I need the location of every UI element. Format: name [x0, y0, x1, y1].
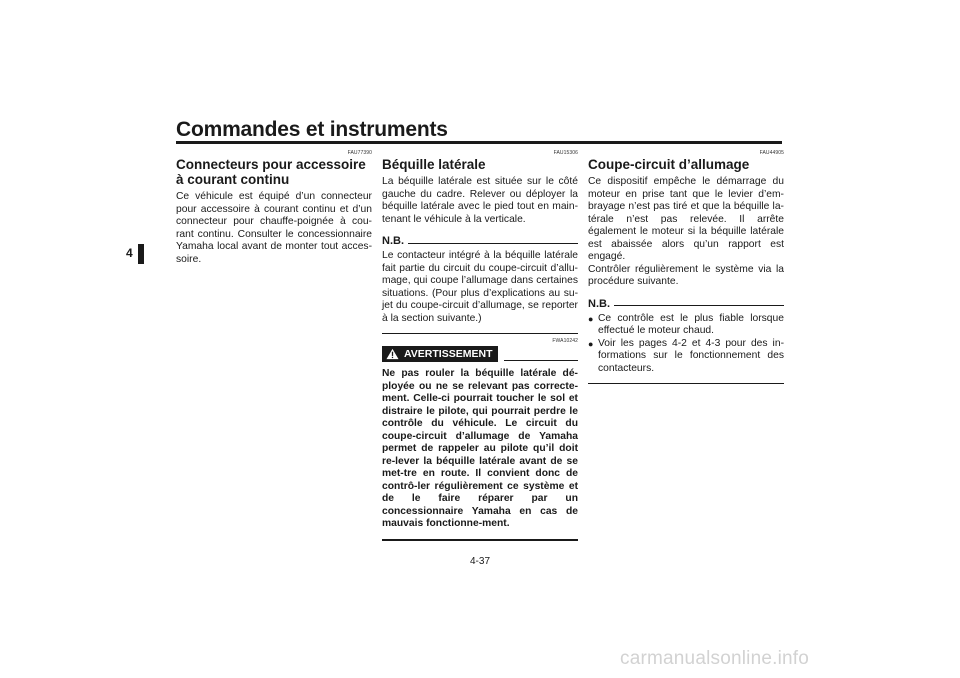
warning-text: Ne pas rouler la béquille latérale dé-ployée ou ne se relevant pas correcte-ment. Celle-ci pourrait toucher le sol et distraire le pilote, qui pourrait perdre le contrôle du véhicule. Le circuit du coupe-circuit d’allumage de Yamaha permet de rappeler au pilote qu’il doit re-lever la béquille latérale avant de se met-tre en route. Il convient donc de contrô-ler régulièrement ce système et de le faire réparer par un concessionnaire Yamaha en cas de mauvais fonctionne-ment. [382, 368, 578, 529]
list-item: ● Ce contrôle est le plus fiable lorsque effectué le moteur chaud. [588, 312, 784, 336]
page-number: 4-37 [469, 556, 490, 567]
warning-badge [382, 346, 498, 362]
note-bullet-list [588, 313, 784, 376]
reference-code: FAU44905 [759, 150, 784, 156]
bullet-icon: ● [588, 313, 594, 324]
chapter-tab-marker [138, 244, 144, 264]
note-end-rule [382, 333, 578, 334]
reference-code: FAU15306 [553, 150, 578, 156]
page-title: Commandes et instruments [176, 118, 448, 141]
section-body: Ce véhicule est équipé d’un connecteur pour accessoire à courant continu et d’un connecteur pour chauffe-poignée à cou-rant continu. Consulter le concessionnaire Yamaha local avant de monter tout acces-soire. [176, 191, 372, 265]
column-ignition-cutoff [588, 150, 784, 384]
note-text: Le contacteur intégré à la béquille latérale fait partie du circuit du coupe-circuit d’allu-mage, qui coupe l’allumage dans certaines situations. (Pour plus d’explications au su-jet du coupe-circuit d’allumage, se reporter à la section suivante.) [382, 250, 578, 324]
warning-header [382, 346, 578, 362]
column-dc-connectors [176, 150, 372, 266]
title-rule [176, 141, 782, 144]
warning-code: FWA10242 [552, 338, 578, 344]
section-heading: Connecteurs pour accessoire à courant continu [176, 157, 366, 187]
reference-code: FAU77390 [347, 150, 372, 156]
note-label: N.B. [382, 235, 404, 247]
note-header [588, 298, 784, 310]
section-heading: Béquille latérale [382, 157, 486, 172]
note-header [382, 235, 578, 247]
note-label: N.B. [588, 297, 610, 310]
section-body: La béquille latérale est située sur le côté gauche du cadre. Relever ou déployer la béquille latérale avec le pied tout en main-tenant le véhicule à la verticale. [382, 176, 578, 225]
note-rule [614, 305, 784, 306]
section-heading: Coupe-circuit d’allumage [588, 157, 750, 172]
note-rule [408, 243, 578, 244]
warning-triangle-icon [386, 348, 399, 360]
warning-end-rule [382, 539, 578, 541]
bullet-icon: ● [588, 338, 594, 349]
section-body-2: Contrôler régulièrement le système via la procédure suivante. [588, 263, 784, 287]
list-item: ● Voir les pages 4-2 et 4-3 pour des in-formations sur le fonctionnement des contacteurs. [588, 337, 784, 374]
warning-rule [504, 360, 578, 361]
warning-label: AVERTISSEMENT [404, 348, 493, 360]
chapter-number: 4 [126, 246, 133, 260]
watermark: carmanualsonline.info [620, 648, 810, 669]
note-end-rule [588, 383, 784, 384]
column-sidestand [382, 150, 578, 541]
section-body: Ce dispositif empêche le démarrage du moteur en prise tant que le levier d’em-brayage n’est pas tiré et que la béquille la-térale n’est pas relevée. Il arrête également le moteur si la béquille latérale est abaissée alors qu’un rapport est engagé. [588, 176, 784, 262]
